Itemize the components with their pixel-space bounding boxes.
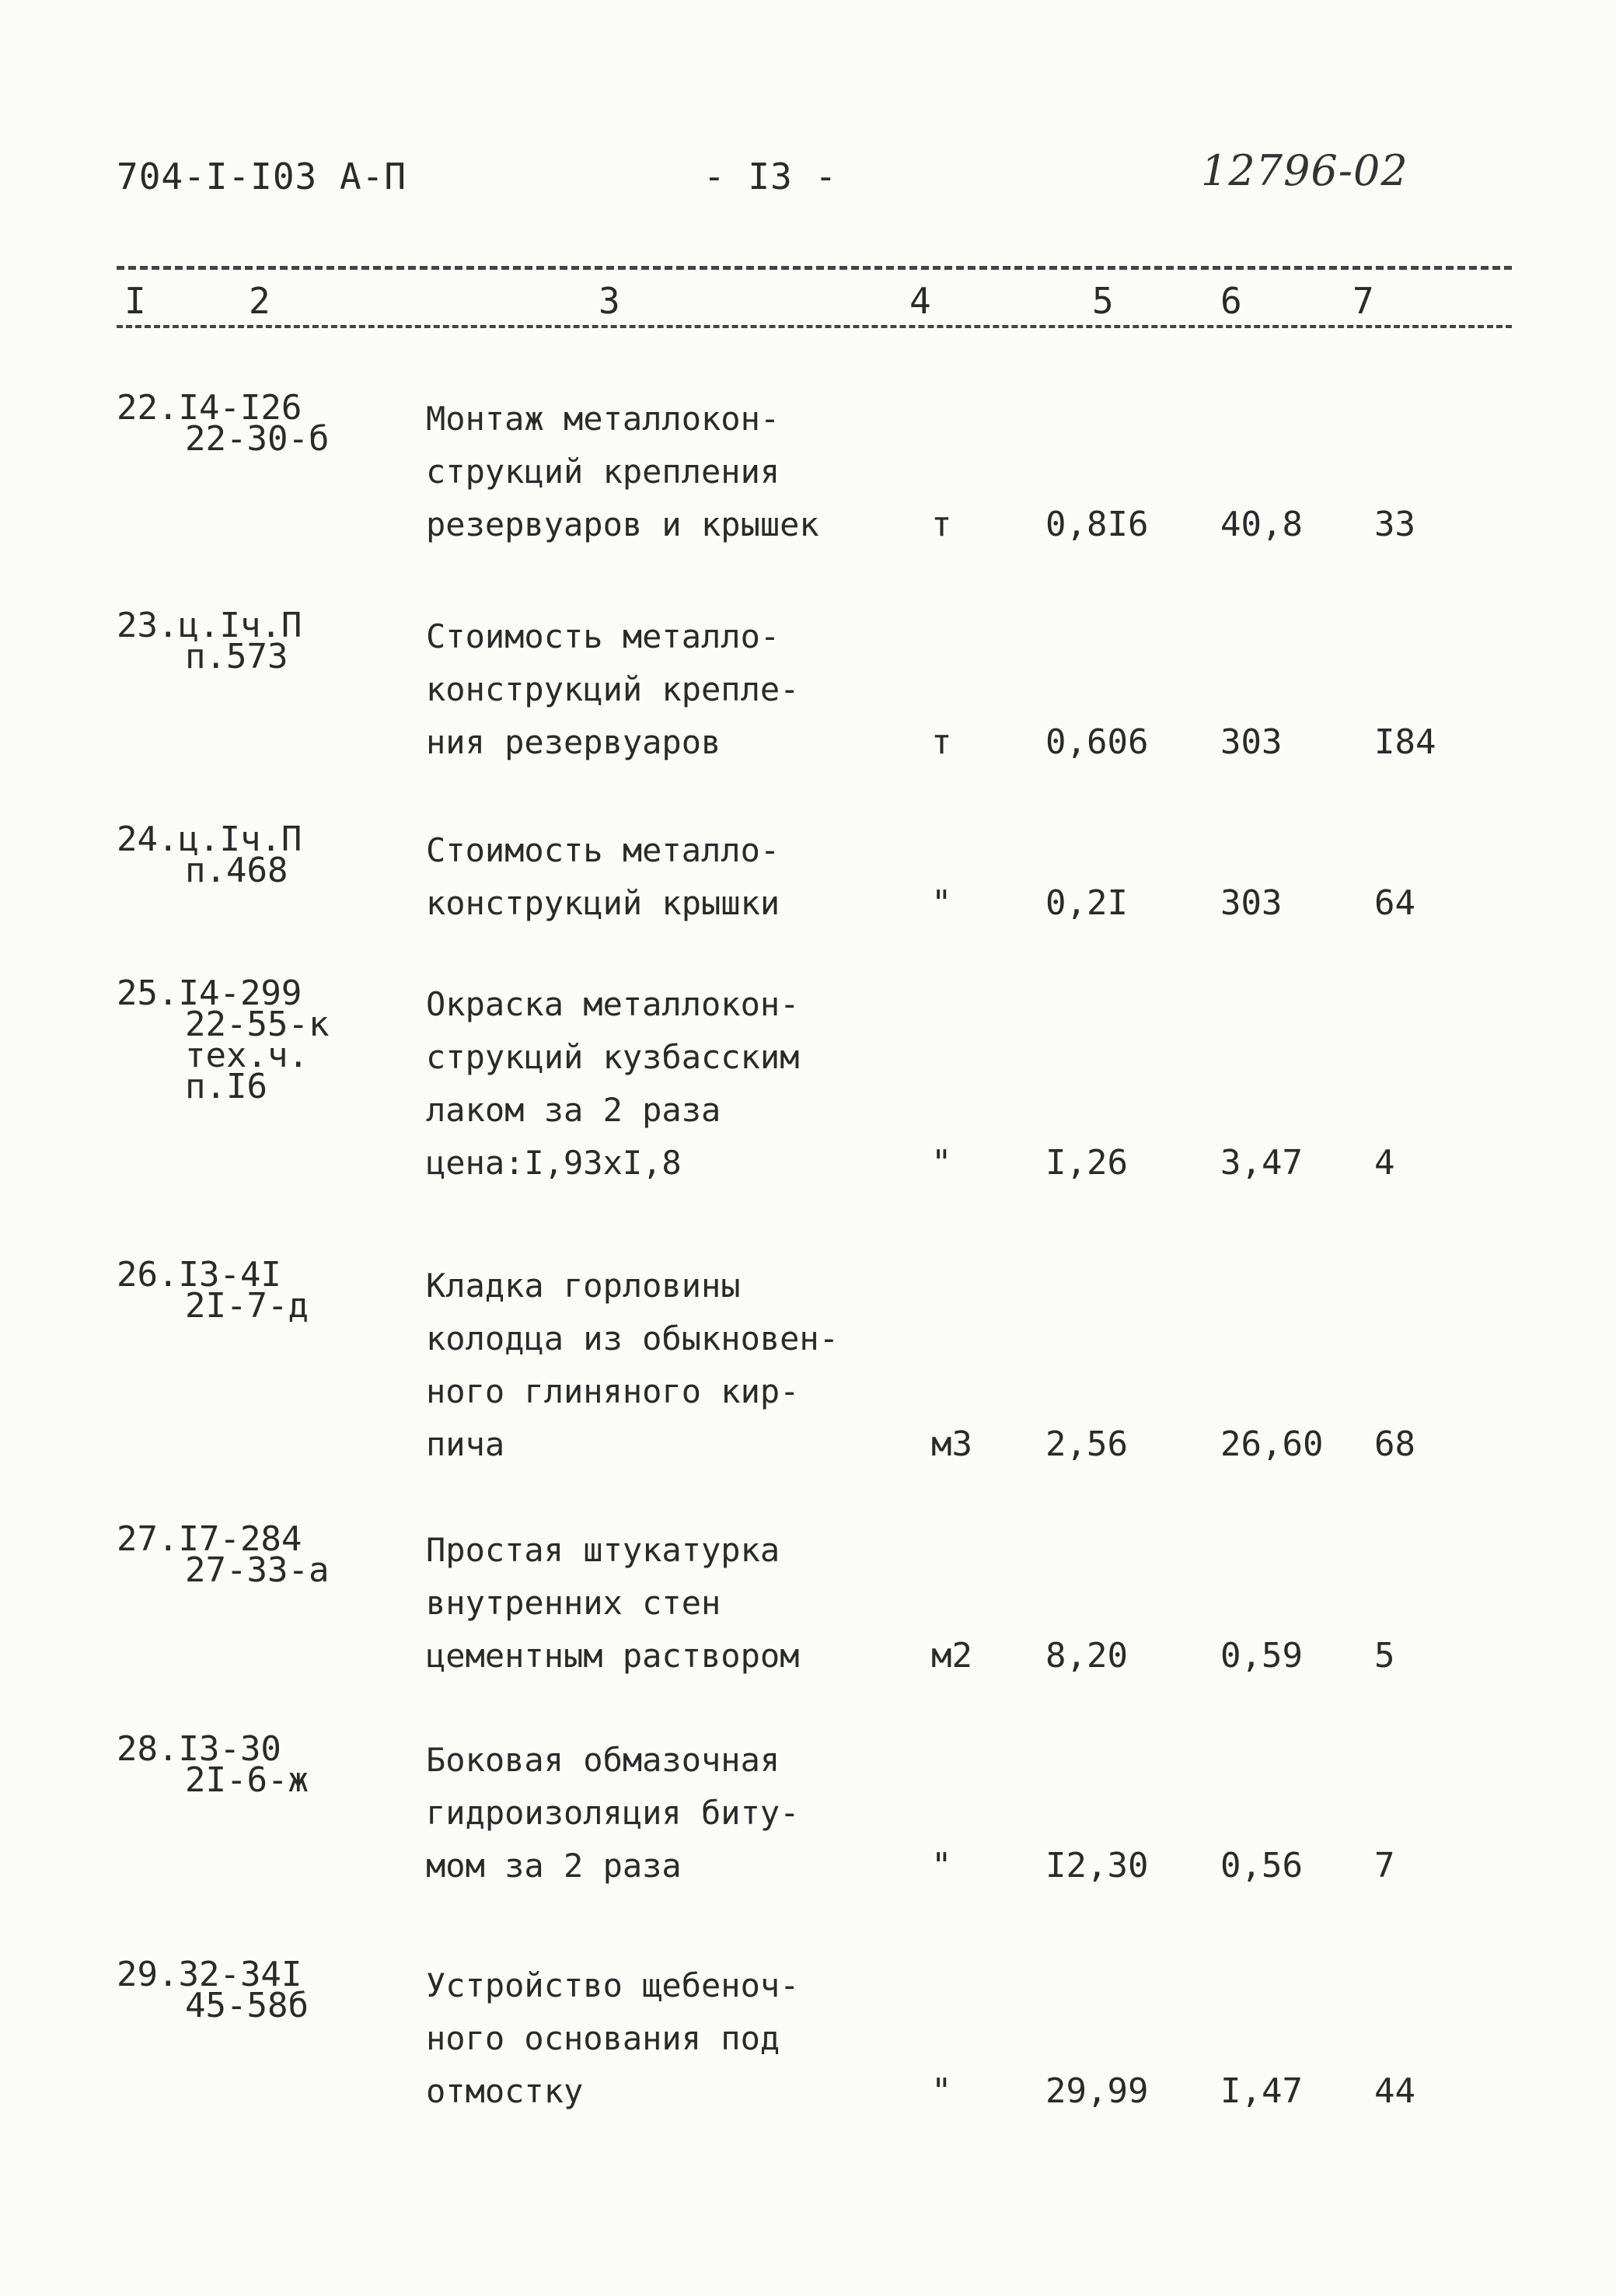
row-code-line: 23.ц.Iч.П [117,606,302,645]
row-code-line: 29.32-34I [117,1955,302,1994]
row-description-line: струкций кузбасским [426,1038,800,1076]
row-code-line: 25.I4-299 [117,973,302,1013]
row-total: 5 [1374,1636,1395,1676]
row-code-line: п.I6 [185,1067,267,1106]
row-unit: м2 [931,1636,972,1676]
row-code-line: п.468 [185,851,288,890]
row-quantity: 2,56 [1045,1424,1128,1464]
column-number: I [124,280,146,322]
row-unit: " [931,1143,952,1183]
row-description-line: конструкций крышки [426,884,780,922]
row-description-line: пича [426,1425,505,1463]
row-code [117,1729,309,1800]
row-quantity: 8,20 [1045,1636,1128,1676]
row-price: 303 [1220,722,1283,762]
row-code-line: 24.ц.Iч.П [117,820,302,859]
row-description-line: резервуаров и крышек [426,505,819,543]
column-number: 5 [1092,280,1114,322]
row-code-line: 22.I4-I26 [117,388,302,428]
row-code-line: 2I-6-ж [185,1760,309,1800]
row-unit: " [931,2071,952,2111]
row-description-line: Окраска металлокон- [426,985,800,1023]
row-description-line: струкций крепления [426,453,780,491]
row-description-line: Боковая обмазочная [426,1741,780,1779]
row-total: 64 [1374,883,1415,923]
row-description [426,1959,923,2118]
row-code [117,1255,309,1326]
row-description-line: ния резервуаров [426,723,721,761]
row-description [426,610,923,769]
row-total: 33 [1374,505,1415,544]
row-code-line: 27.I7-284 [117,1519,302,1559]
row-price: 26,60 [1220,1424,1324,1464]
row-description-line: гидроизоляция биту- [426,1794,800,1832]
row-code [117,820,302,890]
row-code [117,1519,330,1590]
row-description [426,1734,923,1892]
row-description-line: ного основания под [426,2019,780,2057]
row-description-line: ного глиняного кир- [426,1372,800,1410]
column-number: 3 [599,280,620,322]
row-price: 0,56 [1220,1846,1303,1885]
row-total: 7 [1374,1846,1395,1885]
row-unit: т [931,722,952,762]
row-description-line: внутренних стен [426,1584,721,1622]
row-description-line: конструкций крепле- [426,670,800,708]
row-code-line: 2I-7-д [185,1286,309,1326]
row-description [426,1524,923,1683]
row-code-line: 45-58б [185,1986,309,2025]
row-code-line: тех.ч. [185,1036,309,1075]
row-total: 44 [1374,2071,1415,2111]
row-description-line: лаком за 2 раза [426,1091,721,1129]
header-rule-bottom [117,325,1512,328]
row-code-line: 22-30-б [185,419,330,459]
row-description [426,978,923,1190]
row-description-line: мом за 2 раза [426,1847,682,1885]
row-price: I,47 [1220,2071,1303,2111]
row-description-line: цена:I,93xI,8 [426,1144,682,1182]
row-code-line: 27-33-а [185,1550,330,1590]
row-quantity: I,26 [1045,1143,1128,1183]
row-code [117,388,330,459]
row-description [426,824,923,930]
row-code-line: 22-55-к [185,1005,330,1044]
row-total: 68 [1374,1424,1415,1464]
row-total: I84 [1374,722,1436,762]
row-description-line: Простая штукатурка [426,1531,780,1569]
row-description-line: Стоимость металло- [426,617,780,655]
row-code-line: 28.I3-30 [117,1729,281,1769]
document-code: 704-I-I03 А-П [117,156,407,197]
row-price: 40,8 [1220,505,1303,544]
row-quantity: I2,30 [1045,1846,1149,1885]
row-description-line: цементным раствором [426,1637,800,1675]
header-rule-top [117,266,1512,270]
row-quantity: 29,99 [1045,2071,1149,2111]
row-code [117,1955,309,2025]
row-quantity: 0,606 [1045,722,1149,762]
row-quantity: 0,8I6 [1045,505,1149,544]
row-code [117,606,302,676]
row-code-line: 26.I3-4I [117,1255,281,1295]
row-quantity: 0,2I [1045,883,1128,923]
row-price: 3,47 [1220,1143,1303,1183]
row-unit: м3 [931,1424,972,1464]
row-description-line: Монтаж металлокон- [426,400,780,438]
registration-number: 12796-02 [1201,146,1408,195]
column-number: 7 [1352,280,1374,322]
row-price: 303 [1220,883,1283,923]
column-number: 6 [1220,280,1242,322]
row-code [117,973,330,1106]
row-description [426,393,923,551]
row-description-line: Кладка горловины [426,1267,741,1305]
row-unit: " [931,883,952,923]
row-unit: т [931,505,952,544]
row-description-line: колодца из обыкновен- [426,1319,839,1358]
row-description [426,1260,923,1471]
row-description-line: Стоимость металло- [426,831,780,869]
row-price: 0,59 [1220,1636,1303,1676]
row-unit: " [931,1846,952,1885]
row-code-line: п.573 [185,637,288,676]
column-number: 4 [909,280,931,322]
row-description-line: Устройство щебеноч- [426,1966,800,2004]
row-total: 4 [1374,1143,1395,1183]
page-number: - I3 - [703,156,838,197]
column-number: 2 [249,280,270,322]
row-description-line: отмостку [426,2072,584,2110]
